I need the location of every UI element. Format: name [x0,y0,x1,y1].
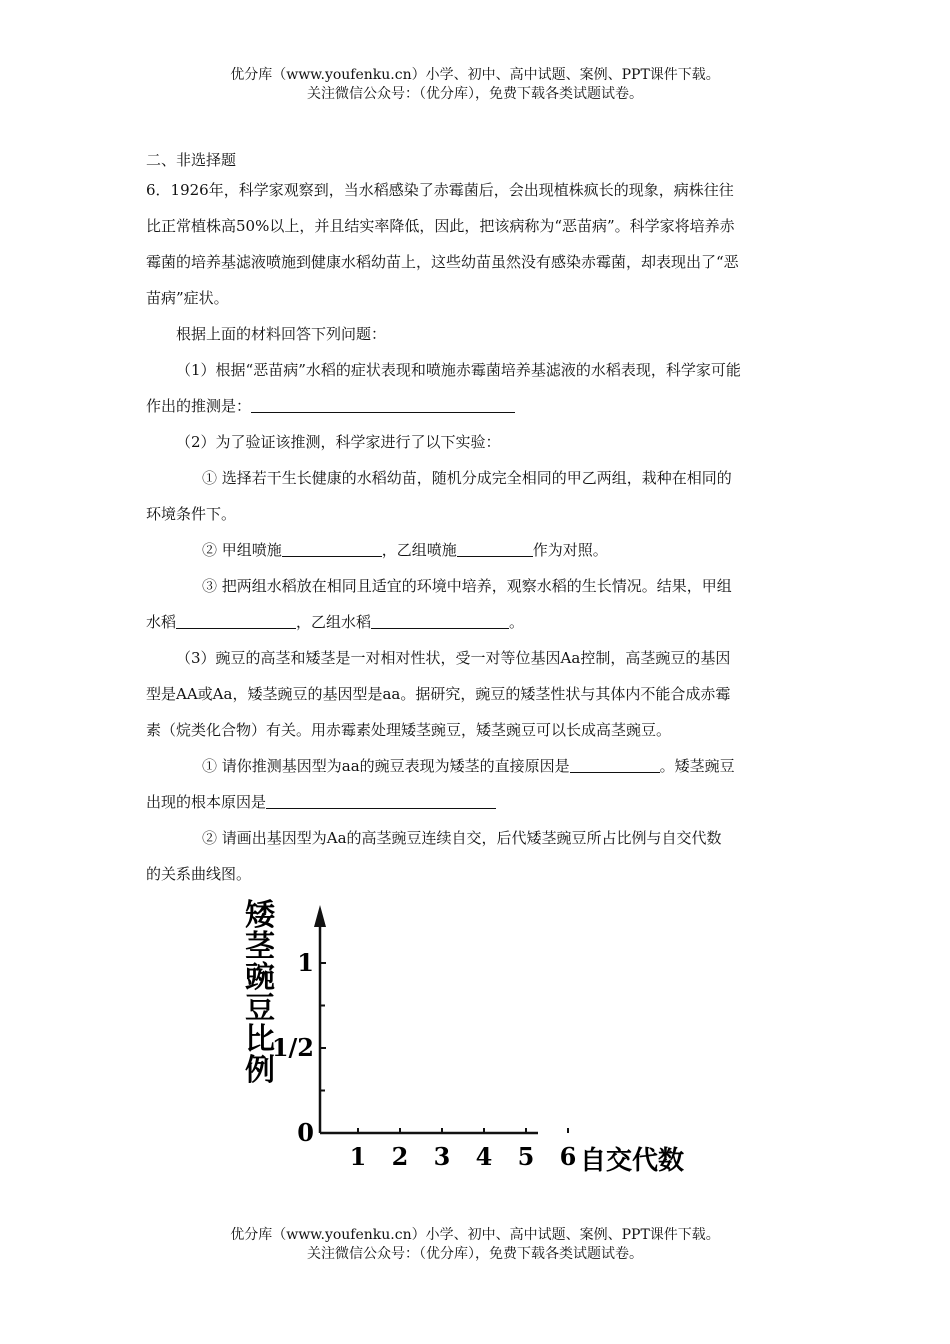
q2-step2-post: 作为对照。 [532,541,608,559]
x-tick-label: 6 [559,1142,577,1171]
answer-chart[interactable] [238,893,708,1183]
section-title: 二、非选择题 [146,151,237,169]
y-label-char: 茎 [245,929,275,964]
q3-sub1-post: 。矮茎豌豆 [659,757,735,775]
q3-sub1-a [146,748,810,784]
x-tick-label: 1 [349,1142,367,1171]
y-label-char: 豆 [245,991,275,1026]
y-axis-label [245,898,278,1088]
y-tick-group [272,948,326,1147]
y-tick-label: 1/2 [271,1033,314,1062]
para-line: 6．1926年，科学家观察到，当水稻感染了赤霉菌后，会出现植株疯长的现象，病株往往 [146,181,734,199]
intro-line: 根据上面的材料回答下列问题： [176,325,387,343]
para-line: 霉菌的培养基滤液喷施到健康水稻幼苗上，这些幼苗虽然没有感染赤霉菌，却表现出了“恶 [146,253,739,271]
q1-line-a: （1）根据“恶苗病”水稻的症状表现和喷施赤霉菌培养基滤液的水稻表现，科学家可能 [176,361,741,379]
y-tick-label: 1 [297,948,314,977]
x-tick-group [350,1128,577,1171]
q2-step3-a: ③ 把两组水稻放在相同且适宜的环境中培养，观察水稻的生长情况。结果，甲组 [202,577,732,595]
q2-step3-post: 。 [509,613,525,631]
answer-blank[interactable] [282,538,382,557]
q3-sub2-a: ② 请画出基因型为Aa的高茎豌豆连续自交，后代矮茎豌豆所占比例与自交代数 [202,829,722,847]
answer-blank[interactable] [176,610,296,629]
answer-blank[interactable] [570,754,660,773]
q3-sub1-pre: ① 请你推测基因型为aa的豌豆表现为矮茎的直接原因是 [202,757,570,775]
para-line: 比正常植株高50%以上，并且结实率降低，因此，把该病称为“恶苗病”。科学家将培养赤 [146,217,735,235]
q1-text: 作出的推测是： [146,397,252,415]
x-tick-label: 5 [517,1142,535,1171]
y-label-char: 矮 [245,898,275,933]
chart-canvas [238,893,708,1183]
page-footer [0,1226,950,1264]
q2-step1-a: ① 选择若干生长健康的水稻幼苗，随机分成完全相同的甲乙两组，栽种在相同的 [202,469,732,487]
q3-line-c: 素（烷类化合物）有关。用赤霉素处理矮茎豌豆，矮茎豌豆可以长成高茎豌豆。 [146,721,672,739]
para-line: 苗病”症状。 [146,289,229,307]
q3-sub2-b: 的关系曲线图。 [146,865,252,883]
answer-blank[interactable] [251,394,515,413]
q1-line-b [146,388,810,424]
q2-step3-b [146,604,810,640]
footer-line-1: 优分库（www.youfenku.cn）小学、初中、高中试题、案例、PPT课件下载。 [230,1227,720,1243]
y-axis-arrow [314,905,326,927]
y-label-char: 比 [245,1022,275,1057]
x-tick-label: 2 [391,1142,409,1171]
q3-sub1-b [146,784,810,820]
q3-sub1-b-text: 出现的根本原因是 [146,793,267,811]
answer-blank[interactable] [371,610,509,629]
y-tick-label: 0 [297,1118,314,1147]
answer-blank[interactable] [457,538,533,557]
q2-line: （2）为了验证该推测，科学家进行了以下实验： [176,433,501,451]
page-header [0,66,950,104]
q2-step2 [146,532,810,568]
q3-line-b: 型是AA或Aa，矮茎豌豆的基因型是aa。据研究，豌豆的矮茎性状与其体内不能合成赤霉 [146,685,731,703]
x-tick-label: 4 [475,1142,493,1171]
q2-step2-mid: ，乙组喷施 [381,541,457,559]
y-label-char: 例 [245,1053,275,1088]
x-tick-label: 3 [433,1142,451,1171]
q3-line-a: （3）豌豆的高茎和矮茎是一对相对性状，受一对等位基因Aa控制，高茎豌豆的基因 [176,649,731,667]
q2-step1-b: 环境条件下。 [146,505,237,523]
x-axis-label: 自交代数 [580,1146,685,1176]
answer-blank[interactable] [266,790,496,809]
q2-step3-pre: 水稻 [146,613,177,631]
header-line-2: 关注微信公众号：（优分库），免费下载各类试题试卷。 [307,86,643,102]
y-label-char: 豌 [245,960,275,995]
q2-step3-mid: ，乙组水稻 [296,613,372,631]
footer-line-2: 关注微信公众号：（优分库），免费下载各类试题试卷。 [307,1246,643,1262]
question-body [146,148,810,892]
header-line-1: 优分库（www.youfenku.cn）小学、初中、高中试题、案例、PPT课件下载。 [230,67,720,83]
q2-step2-pre: ② 甲组喷施 [202,541,282,559]
